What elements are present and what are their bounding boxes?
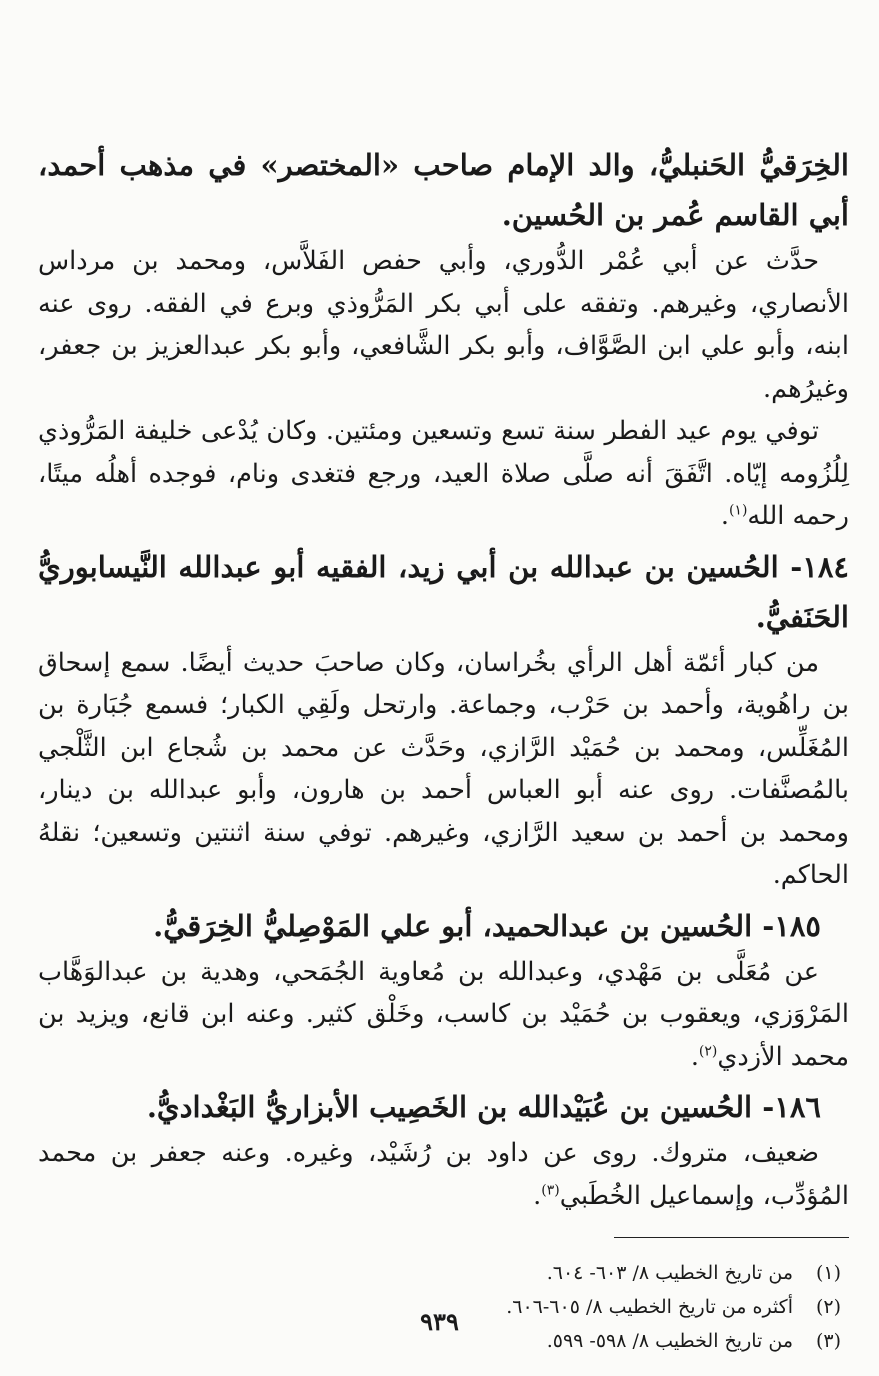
entry-paragraph: حدَّث عن أبي عُمْر الدُّوري، وأبي حفص الفَلاَّس، ومحمد بن مرداس الأنصاري، وغيرهم. وتفقه على أبي بكر المَرُّوذي وبرع في الفقه. روى عنه ابنه، وأبو علي ابن الصَّوَّاف، وأبو بكر الشَّافعي، وأبو بكر عبدالعزيز بن جعفر، وغيرُهم. xyxy=(38,246,849,404)
continued-entry-heading: الخِرَقيُّ الحَنبليُّ، والد الإمام صاحب «المختصر» في مذهب أحمد، أبي القاسم عُمر بن الحُسين. xyxy=(38,148,849,232)
footnote-text: من تاريخ الخطيب ٨/ ٦٠٣- ٦٠٤. xyxy=(546,1262,793,1284)
footnote-ref: (١) xyxy=(728,502,748,519)
footnote-text: من تاريخ الخطيب ٨/ ٥٩٨- ٥٩٩. xyxy=(546,1330,793,1352)
footnote-number: (٢) xyxy=(815,1296,841,1318)
footnote-ref: (٣) xyxy=(541,1182,560,1198)
footnote-number: (١) xyxy=(815,1262,841,1284)
entry-text-185 xyxy=(38,951,849,1079)
entry-heading-185: ١٨٥- الحُسين بن عبدالحميد، أبو علي المَوْصِليُّ الخِرَقيُّ. xyxy=(153,908,821,943)
period: . xyxy=(720,501,729,531)
footnote-divider xyxy=(614,1237,849,1238)
footnote-text: أكثره من تاريخ الخطيب ٨/ ٦٠٥-٦٠٦. xyxy=(506,1296,793,1318)
entry-heading-184: ١٨٤- الحُسين بن عبدالله بن أبي زيد، الفقيه أبو عبدالله النَّيسابوريُّ الحَنَفيُّ. xyxy=(38,549,849,634)
entry-paragraph xyxy=(38,410,849,538)
entry-heading-186: ١٨٦- الحُسين بن عُبَيْدالله بن الخَصِيب الأبزاريُّ البَغْداديُّ. xyxy=(146,1090,821,1124)
paragraph-text: ضعيف، متروك. روى عن داود بن رُشَيْد، وغيره. وعنه جعفر بن محمد المُؤدِّب، وإسماعيل الخُطَبي xyxy=(38,1138,849,1211)
footnote-ref: (٢) xyxy=(698,1043,718,1059)
entry-text-186 xyxy=(38,1132,849,1217)
paragraph-text: توفي يوم عيد الفطر سنة تسع وتسعين ومئتين. وكان يُدْعى خليفة المَرُّوذي لِلُزُومه إيّاه. اتَّفَقَ أنه صلَّى صلاة العيد، ورجع فتغدى ونام، فوجده أهلُه ميتًا، رحمه الله xyxy=(38,416,849,531)
footnote xyxy=(38,1256,849,1290)
page-number: ٩٣٩ xyxy=(420,1307,459,1336)
footnote-number: (٣) xyxy=(815,1330,841,1352)
paragraph-text: عن مُعَلَّى بن مَهْدي، وعبدالله بن مُعاوية الجُمَحي، وهدية بن عبدالوَهَّاب المَرْوَزي، ويعقوب بن حُمَيْد بن كاسب، وخَلْق كثير. وعنه ابن قانع، ويزيد بن محمد الأزدي xyxy=(38,956,849,1072)
entry-text-184: من كبار أئمّة أهل الرأي بخُراسان، وكان صاحبَ حديث أيضًا. سمع إسحاق بن راهُوية، وأحمد بن حَرْب، وجماعة. وارتحل ولَقِي الكبار؛ فسمع جُبَارة بن المُغَلِّس، ومحمد بن حُمَيْد الرَّازي، وحَدَّث عن محمد بن شُجاع ابن الثَّلْجي بالمُصنَّفات. روى عنه أبو العباس أحمد بن هارون، وأبو عبدالله بن دينار، ومحمد بن أحمد بن سعيد الرَّازي، وغيرهم. توفي سنة اثنتين وتسعين؛ نقلهُ الحاكم. xyxy=(38,647,849,890)
period: . xyxy=(690,1041,699,1072)
period: . xyxy=(533,1180,542,1211)
